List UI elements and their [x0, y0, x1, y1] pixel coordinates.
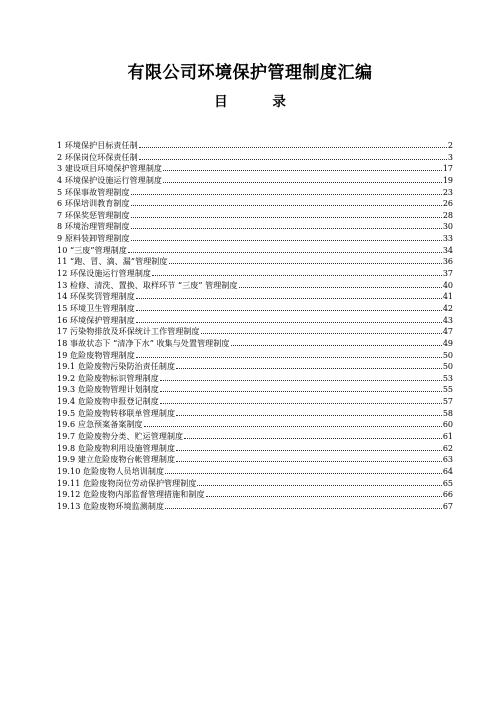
toc-entry-page-number: 49: [442, 338, 453, 348]
toc-entry-label: 16 环境保护管理制度: [57, 315, 135, 325]
toc-entry[interactable]: [57, 361, 453, 373]
toc-entry[interactable]: [57, 419, 453, 431]
toc-dot-leader: [201, 326, 442, 334]
toc-entry[interactable]: [57, 338, 453, 350]
toc-entry-label: 14 环保奖罚管理制度: [57, 292, 135, 302]
toc-entry-page-number: 40: [442, 280, 453, 290]
toc-entry[interactable]: [57, 163, 453, 175]
toc-entry-page-number: 47: [442, 327, 453, 337]
toc-entry[interactable]: [57, 396, 453, 408]
toc-entry-label: 11 “跑、冒、滴、漏”管理制度: [57, 257, 168, 267]
toc-entry-page-number: 43: [442, 315, 453, 325]
toc-entry[interactable]: [57, 384, 453, 396]
toc-entry-page-number: 17: [442, 164, 453, 174]
toc-entry-label: 19 危险废物管理制度: [57, 350, 135, 360]
toc-entry-label: 1 环境保护目标责任制: [57, 141, 138, 150]
toc-entry[interactable]: [57, 175, 453, 187]
table-of-contents: [57, 140, 453, 513]
toc-entry-label: 10 “三废”管理制度: [57, 245, 128, 255]
toc-heading: 目 录: [214, 94, 306, 110]
toc-entry[interactable]: [57, 221, 453, 233]
toc-entry-label: 19.8 危险废物利用设施管理制度: [57, 443, 176, 453]
toc-entry-page-number: 62: [442, 443, 453, 453]
toc-dot-leader: [131, 210, 442, 218]
toc-dot-leader: [131, 198, 442, 206]
toc-dot-leader: [231, 338, 442, 346]
toc-entry-label: 19.7 危险废物分类、贮运管理制度: [57, 432, 184, 442]
toc-entry-page-number: 67: [442, 501, 453, 511]
toc-entry-label: 13 检修、清洗、置换、取样环节 “三废” 管理制度: [57, 280, 238, 290]
toc-entry[interactable]: [57, 187, 453, 199]
toc-dot-leader: [160, 396, 442, 404]
toc-entry-label: 18 事故状态下 “清净下水” 收集与处置管理制度: [57, 338, 230, 348]
toc-dot-leader: [239, 280, 442, 288]
toc-entry[interactable]: [57, 478, 453, 490]
toc-entry[interactable]: [57, 454, 453, 466]
toc-entry-label: 19.5 危险废物转移联单管理制度: [57, 408, 176, 418]
toc-entry[interactable]: [57, 245, 453, 257]
toc-dot-leader: [176, 443, 442, 451]
toc-entry[interactable]: [57, 501, 453, 513]
toc-entry[interactable]: [57, 233, 453, 245]
toc-entry-label: 19.6 应急预案备案制度: [57, 420, 143, 430]
toc-dot-leader: [139, 140, 447, 148]
toc-entry-page-number: 23: [442, 187, 453, 197]
toc-entry-label: 4 环境保护设施运行管理制度: [57, 175, 163, 185]
toc-entry-page-number: 57: [442, 397, 453, 407]
toc-dot-leader: [136, 303, 442, 311]
toc-dot-leader: [136, 291, 442, 299]
toc-entry-label: 8 环境治理管理制度: [57, 222, 130, 232]
toc-entry-label: 6 环保培训教育制度: [57, 199, 130, 209]
toc-dot-leader: [131, 187, 442, 195]
toc-entry-page-number: 64: [442, 466, 453, 476]
toc-entry[interactable]: [57, 489, 453, 501]
document-title: 有限公司环境保护管理制度汇编: [127, 63, 373, 83]
toc-entry-page-number: 36: [442, 257, 453, 267]
toc-entry-page-number: 61: [442, 432, 453, 442]
toc-dot-leader: [131, 221, 442, 229]
toc-entry-page-number: 60: [442, 420, 453, 430]
toc-entry-label: 19.4 危险废物申报登记制度: [57, 397, 159, 407]
toc-entry-page-number: 30: [442, 222, 453, 232]
toc-dot-leader: [197, 478, 441, 486]
toc-entry-page-number: 63: [442, 455, 453, 465]
toc-entry-label: 9 原料装卸管理制度: [57, 234, 130, 244]
toc-entry-page-number: 58: [442, 408, 453, 418]
toc-dot-leader: [139, 152, 447, 160]
toc-dot-leader: [144, 419, 442, 427]
toc-entry[interactable]: [57, 431, 453, 443]
toc-dot-leader: [206, 489, 442, 497]
toc-entry-page-number: 42: [442, 303, 453, 313]
toc-dot-leader: [163, 175, 442, 183]
toc-entry-label: 19.11 危险废物岗位劳动保护管理制度: [57, 478, 197, 488]
toc-entry-label: 17 污染物排放及环保统计工作管理制度: [57, 327, 200, 337]
toc-entry-label: 15 环境卫生管理制度: [57, 303, 135, 313]
toc-entry-page-number: 28: [442, 210, 453, 220]
toc-entry[interactable]: [57, 303, 453, 315]
toc-entry-page-number: 34: [442, 245, 453, 255]
toc-entry-label: 2 环保岗位环保责任制: [57, 152, 138, 162]
toc-entry-page-number: 65: [442, 478, 453, 488]
toc-entry-page-number: 3: [447, 152, 453, 162]
toc-dot-leader: [169, 256, 442, 264]
toc-entry-label: 19.10 危险废物人员培训制度: [57, 466, 165, 476]
toc-entry[interactable]: [57, 210, 453, 222]
toc-entry-label: 19.3 危险废物管理计划制度: [57, 385, 159, 395]
toc-dot-leader: [165, 501, 442, 509]
toc-entry[interactable]: [57, 350, 453, 362]
toc-entry[interactable]: [57, 140, 453, 152]
toc-entry-page-number: 2: [447, 141, 453, 150]
toc-entry-page-number: 33: [442, 234, 453, 244]
toc-entry-page-number: 37: [442, 269, 453, 279]
toc-entry-page-number: 19: [442, 175, 453, 185]
toc-entry-label: 19.12 危险废物内部监督管理措施和制度: [57, 490, 205, 500]
toc-entry[interactable]: [57, 326, 453, 338]
toc-entry-page-number: 66: [442, 490, 453, 500]
toc-entry[interactable]: [57, 198, 453, 210]
toc-entry-page-number: 41: [442, 292, 453, 302]
toc-entry[interactable]: [57, 280, 453, 292]
toc-dot-leader: [184, 431, 442, 439]
toc-dot-leader: [136, 315, 442, 323]
toc-dot-leader: [176, 361, 442, 369]
toc-dot-leader: [160, 373, 442, 381]
toc-dot-leader: [136, 350, 442, 358]
toc-entry[interactable]: [57, 291, 453, 303]
toc-entry[interactable]: [57, 373, 453, 385]
toc-dot-leader: [163, 163, 442, 171]
toc-entry[interactable]: [57, 152, 453, 164]
toc-entry-label: 19.9 建立危险废物台帐管理制度: [57, 455, 176, 465]
toc-entry-page-number: 50: [442, 362, 453, 372]
toc-dot-leader: [176, 408, 442, 416]
toc-entry-label: 12 环保设施运行管理制度: [57, 269, 152, 279]
toc-dot-leader: [128, 245, 442, 253]
toc-entry-page-number: 50: [442, 350, 453, 360]
toc-entry-page-number: 53: [442, 373, 453, 383]
toc-dot-leader: [160, 384, 442, 392]
toc-entry-page-number: 26: [442, 199, 453, 209]
toc-entry[interactable]: [57, 408, 453, 420]
toc-entry-page-number: 55: [442, 385, 453, 395]
toc-dot-leader: [176, 454, 442, 462]
toc-entry-label: 5 环保事故管理制度: [57, 187, 130, 197]
toc-dot-leader: [131, 233, 442, 241]
toc-entry[interactable]: [57, 256, 453, 268]
toc-entry[interactable]: [57, 466, 453, 478]
toc-entry-label: 19.13 危险废物环境监测制度: [57, 501, 165, 511]
toc-entry-label: 19.2 危险废物标识管理制度: [57, 373, 159, 383]
toc-dot-leader: [152, 268, 442, 276]
toc-entry[interactable]: [57, 315, 453, 327]
toc-entry[interactable]: [57, 443, 453, 455]
toc-entry-label: 19.1 危险废物污染防治责任制度: [57, 362, 176, 372]
toc-dot-leader: [165, 466, 442, 474]
toc-entry-label: 7 环保奖惩管理制度: [57, 210, 130, 220]
toc-entry[interactable]: [57, 268, 453, 280]
toc-entry-label: 3 建设项目环境保护管理制度: [57, 164, 163, 174]
